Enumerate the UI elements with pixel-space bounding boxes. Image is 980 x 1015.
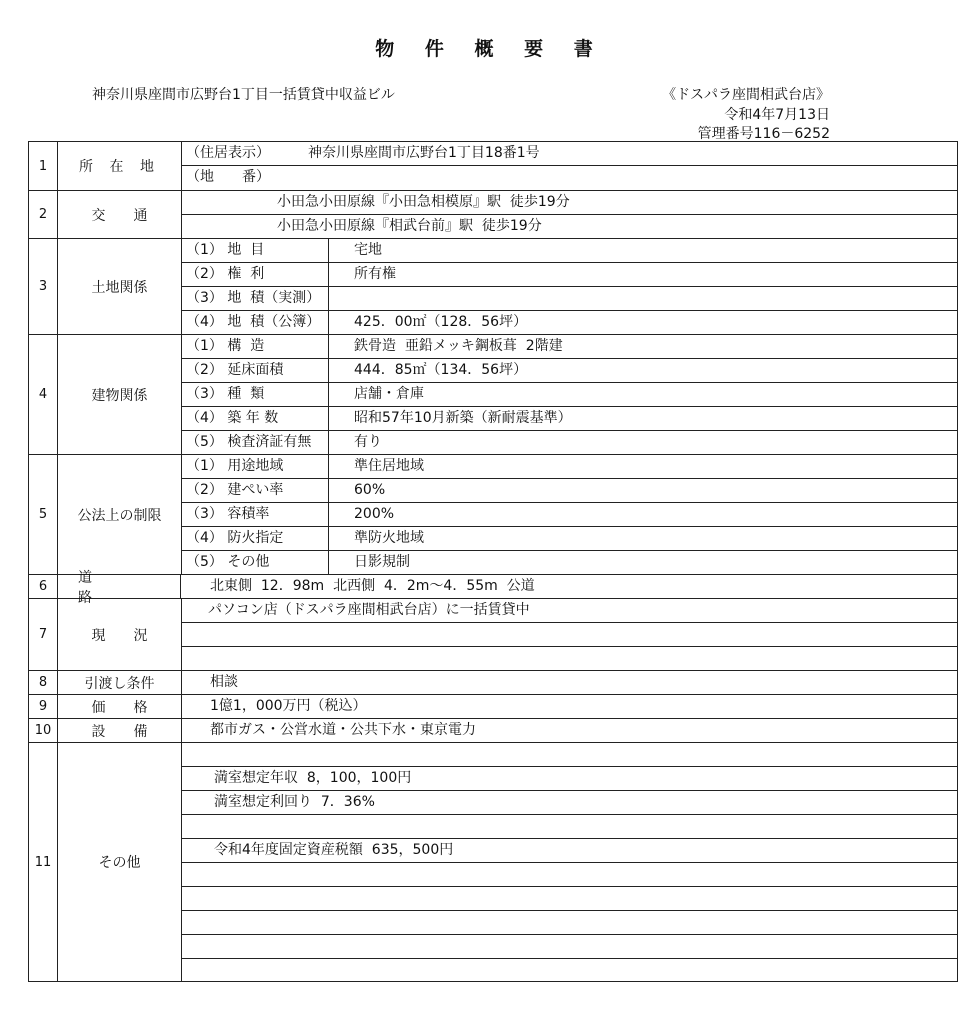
building-item [182, 359, 957, 383]
lot-label: （地 番） [186, 169, 270, 185]
row-access [29, 191, 957, 239]
restriction-item-value: 準住居地域 [354, 458, 424, 474]
other-line [182, 767, 957, 791]
row-label: 公法上の制限 [58, 455, 182, 574]
restriction-item [182, 527, 957, 551]
property-summary-table [28, 141, 958, 982]
price-value: 1億1，000万円（税込） [210, 698, 367, 714]
restriction-item-value: 60% [354, 482, 386, 498]
other-line-blank [182, 743, 957, 767]
land-item-value: 所有権 [354, 266, 396, 282]
row-number: 3 [29, 239, 58, 334]
land-item-label: （1） 地 目 [182, 239, 329, 262]
restriction-item-value: 200% [354, 506, 395, 522]
store-name: 《ドスパラ座間相武台店》 [662, 87, 830, 103]
row-delivery-terms [29, 671, 957, 695]
building-item-label: （1） 構 造 [182, 335, 329, 358]
restriction-item-label: （4） 防火指定 [182, 527, 329, 550]
restriction-item [182, 455, 957, 479]
building-item-value: 有り [354, 434, 382, 450]
land-item-value: 425．00㎡（128．56坪） [354, 314, 528, 330]
building-item-value: 444．85㎡（134．56坪） [354, 362, 528, 378]
restriction-item-label: （1） 用途地域 [182, 455, 329, 478]
row-number: 9 [29, 695, 58, 718]
address-line [182, 142, 957, 166]
issue-date: 令和4年7月13日 [724, 107, 830, 123]
other-line-blank [182, 887, 957, 911]
row-number: 5 [29, 455, 58, 574]
restriction-item-label: （2） 建ぺい率 [182, 479, 329, 502]
building-item-label: （3） 種 類 [182, 383, 329, 406]
row-number: 1 [29, 142, 58, 190]
row-number: 10 [29, 719, 58, 742]
lot-line [182, 166, 957, 190]
row-location [29, 142, 957, 191]
row-label: 価 格 [58, 695, 182, 718]
access-line-2 [182, 215, 957, 239]
row-land [29, 239, 957, 335]
building-item-label: （2） 延床面積 [182, 359, 329, 382]
access-route-1: 小田急小田原線『小田急相模原』駅 徒歩19分 [277, 194, 570, 210]
row-label: 土地関係 [58, 239, 182, 334]
row-label: 道 路 [58, 575, 181, 598]
building-item [182, 335, 957, 359]
row-other [29, 743, 957, 981]
row-label: 建物関係 [58, 335, 182, 454]
facilities-value: 都市ガス・公営水道・公共下水・東京電力 [210, 722, 476, 738]
row-number: 6 [29, 575, 58, 598]
status-line-blank [182, 623, 957, 647]
row-price [29, 695, 957, 719]
restriction-item-label: （5） その他 [182, 551, 329, 575]
other-line [182, 791, 957, 815]
other-line-blank [182, 863, 957, 887]
row-building [29, 335, 957, 455]
land-item [182, 239, 957, 263]
land-item [182, 287, 957, 311]
restriction-item-value: 日影規制 [354, 554, 410, 570]
row-legal-restrictions [29, 455, 957, 575]
land-item-label: （2） 権 利 [182, 263, 329, 286]
other-line [182, 839, 957, 863]
status-line [182, 599, 957, 623]
access-line-1 [182, 191, 957, 215]
land-item [182, 311, 957, 335]
row-number: 2 [29, 191, 58, 238]
yield-value: 満室想定利回り 7．36% [214, 794, 375, 810]
building-item [182, 407, 957, 431]
other-line-blank [182, 935, 957, 959]
building-item [182, 431, 957, 455]
row-label: 所 在 地 [58, 142, 182, 190]
other-line-blank [182, 911, 957, 935]
control-number: 管理番号116－6252 [697, 126, 830, 142]
address-value: 神奈川県座間市広野台1丁目18番1号 [308, 145, 540, 161]
restriction-item [182, 479, 957, 503]
restriction-item-value: 準防火地域 [354, 530, 424, 546]
row-number: 8 [29, 671, 58, 694]
building-item-value: 昭和57年10月新築（新耐震基準） [354, 410, 572, 426]
road-value: 北東側 12．98m 北西側 4．2m～4．55m 公道 [210, 578, 535, 594]
row-label: その他 [58, 743, 182, 981]
building-item [182, 383, 957, 407]
building-item-label: （5） 検査済証有無 [182, 431, 329, 455]
other-line-blank [182, 815, 957, 839]
annual-income-value: 満室想定年収 8，100，100円 [214, 770, 412, 786]
land-item-label: （3） 地 積（実測） [182, 287, 329, 310]
delivery-terms-value: 相談 [210, 674, 238, 690]
row-facilities [29, 719, 957, 743]
building-item-label: （4） 築 年 数 [182, 407, 329, 430]
address-label: （住居表示） [186, 145, 270, 161]
row-number: 11 [29, 743, 58, 981]
restriction-item [182, 551, 957, 575]
row-number: 7 [29, 599, 58, 670]
land-item-value: 宅地 [354, 242, 382, 258]
restriction-item [182, 503, 957, 527]
status-value: パソコン店（ドスパラ座間相武台店）に一括賃貸中 [208, 602, 530, 618]
restriction-item-label: （3） 容積率 [182, 503, 329, 526]
property-name: 神奈川県座間市広野台1丁目一括賃貸中収益ビル [92, 87, 395, 103]
property-tax-value: 令和4年度固定資産税額 635，500円 [214, 842, 454, 858]
row-label: 交 通 [58, 191, 182, 238]
land-item [182, 263, 957, 287]
row-road [29, 569, 957, 606]
row-label: 現 況 [58, 599, 182, 670]
row-current-status [29, 599, 957, 671]
building-item-value: 店舗・倉庫 [354, 386, 424, 402]
land-item-label: （4） 地 積（公簿） [182, 311, 329, 335]
row-label: 設 備 [58, 719, 182, 742]
access-route-2: 小田急小田原線『相武台前』駅 徒歩19分 [277, 218, 542, 234]
document-title: 物 件 概 要 書 [375, 38, 605, 60]
row-label: 引渡し条件 [58, 671, 182, 694]
row-number: 4 [29, 335, 58, 454]
building-item-value: 鉄骨造 亜鉛メッキ鋼板葺 2階建 [354, 338, 563, 354]
